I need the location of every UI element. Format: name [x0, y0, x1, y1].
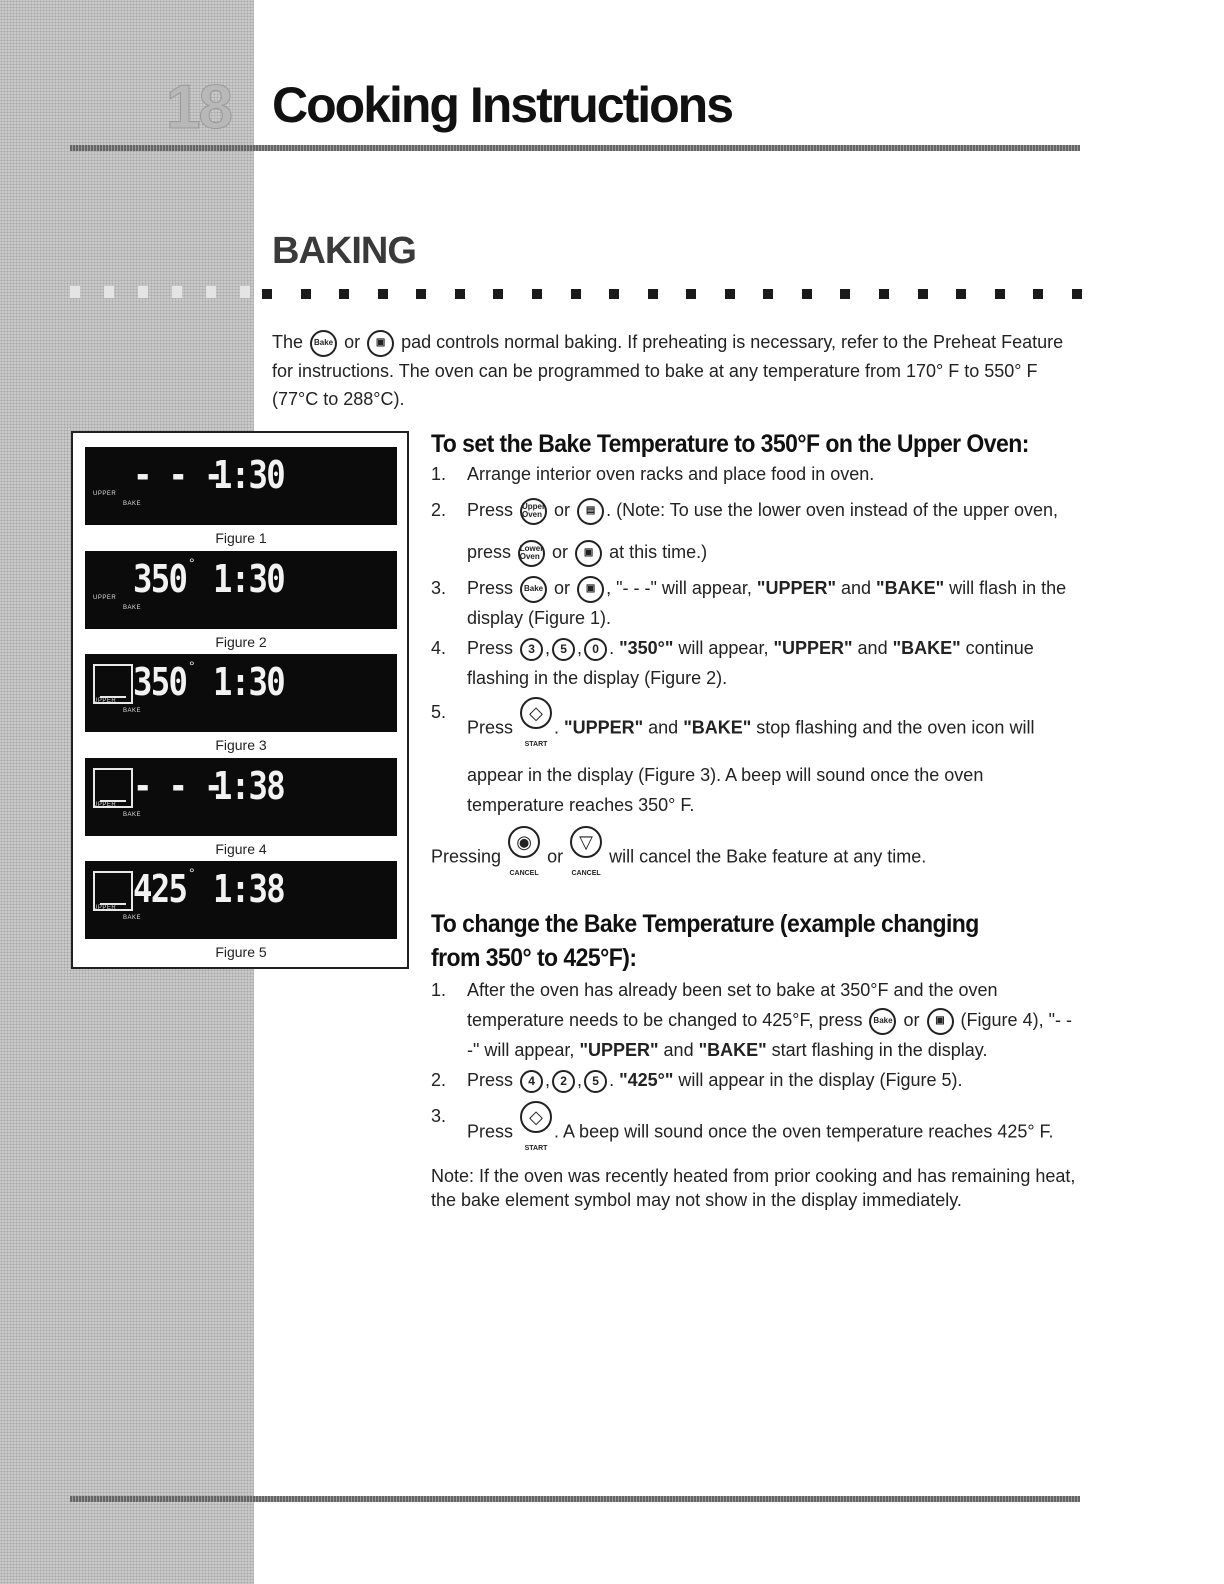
display-upper-label: UPPER [93, 801, 117, 808]
upper-oven-pad-icon: Upper Oven [520, 498, 547, 525]
upper-oven-symbol-icon: ▤ [577, 498, 604, 525]
display-bake-label: BAKE [123, 708, 142, 714]
display-figure [85, 758, 397, 857]
bake-pad-icon: Bake [869, 1008, 896, 1035]
display-temperature: 350 [133, 556, 187, 601]
list-item: 3. Press Bake or ▣ , "- - -" will appear, "UPPER" and "BAKE" will flash in the display (Figure 1). [431, 573, 1081, 633]
display-time: 1:30 [213, 660, 284, 704]
display-time: 1:38 [213, 867, 284, 911]
display-temperature: - - - [133, 763, 222, 808]
digit-4-pad-icon: 4 [520, 1070, 543, 1093]
oven-display [85, 551, 397, 629]
cancel-pad-icon: ◉ CANCEL [508, 826, 540, 889]
page-number: 18 [166, 73, 231, 142]
degree-mark: ° [189, 554, 195, 571]
top-rule [70, 145, 1080, 151]
display-temperature: - - - [133, 453, 222, 497]
figure-caption: Figure 5 [215, 944, 267, 960]
list-item: 3. Press ◇ START . A beep will sound once the oven temperature reaches 425° F. [431, 1101, 1081, 1164]
display-upper-label: UPPER [93, 491, 117, 497]
bake-symbol-pad-icon: ▣ [927, 1008, 954, 1035]
bake-symbol-pad-icon: ▣ [577, 576, 604, 603]
display-bake-label: BAKE [123, 604, 142, 611]
set-temp-heading: To set the Bake Temperature to 350°F on the Upper Oven: [431, 430, 1029, 458]
oven-display [85, 654, 397, 732]
digit-5-pad-icon: 5 [552, 638, 575, 661]
list-item: 2. Press 4 , 2 , 5 . "425°" will appear in the display (Figure 5). [431, 1065, 1081, 1095]
display-upper-label: UPPER [93, 594, 117, 601]
start-pad-icon: ◇ START [520, 697, 552, 760]
display-figure [85, 551, 397, 650]
bottom-rule [70, 1496, 1080, 1502]
list-item: 5. Press ◇ START . "UPPER" and "BAKE" stop flashing and the oven icon will appear in the display (Figure 3). A beep will sound once the oven temperature reaches 350° F. [431, 697, 1081, 820]
display-time: 1:30 [213, 453, 284, 497]
start-pad-icon: ◇ START [520, 1101, 552, 1164]
oven-display [85, 758, 397, 836]
figure-caption: Figure 4 [215, 840, 267, 857]
display-upper-label: UPPER [93, 698, 117, 704]
figure-caption: Figure 3 [215, 737, 267, 753]
degree-mark: ° [189, 658, 195, 674]
square-divider [262, 289, 1082, 301]
digit-3-pad-icon: 3 [520, 638, 543, 661]
page-title: Cooking Instructions [272, 77, 732, 133]
bake-pad-icon: Bake [520, 576, 547, 603]
display-upper-label: UPPER [93, 905, 117, 911]
display-figure [85, 861, 397, 960]
instructions [431, 430, 1081, 1212]
display-temperature: 425 [133, 867, 187, 911]
bake-pad-icon: Bake [310, 330, 337, 357]
display-bake-label: BAKE [123, 811, 142, 818]
display-figure [85, 447, 397, 546]
section-heading: BAKING [272, 230, 416, 272]
intro-paragraph: The Bake or ▣ pad controls normal baking. If preheating is necessary, refer to the Preheat Feature for instructions. The oven can be programmed to bake at any temperature from 170° F to 550° F (77°C to 288°C). [272, 328, 1080, 413]
lower-oven-pad-icon: Lower Oven [518, 540, 545, 567]
oven-display [85, 861, 397, 939]
list-item: 2. Press Upper Oven or ▤ . (Note: To use the lower oven instead of the upper oven, press Lower Oven or ▣ at this time.) [431, 489, 1081, 573]
display-time: 1:38 [213, 763, 284, 808]
figure-caption: Figure 2 [215, 633, 267, 650]
oven-display [85, 447, 397, 525]
bake-symbol-pad-icon: ▣ [367, 330, 394, 357]
digit-2-pad-icon: 2 [552, 1070, 575, 1093]
display-figure [85, 654, 397, 753]
digit-0-pad-icon: 0 [584, 638, 607, 661]
display-bake-label: BAKE [123, 501, 142, 507]
digit-5-pad-icon: 5 [584, 1070, 607, 1093]
list-item: 4. Press 3 , 5 , 0 . "350°" will appear, "UPPER" and "BAKE" continue flashing in the display (Figure 2). [431, 638, 1034, 688]
degree-mark: ° [189, 865, 195, 881]
display-figures-panel [71, 431, 409, 969]
display-time: 1:30 [213, 556, 284, 601]
sidebar-dots [70, 286, 250, 300]
display-bake-label: BAKE [123, 915, 142, 921]
figure-caption: Figure 1 [215, 530, 267, 546]
list-item: 1. After the oven has already been set to bake at 350°F and the oven temperature needs to be changed to 425°F, press Bake or ▣ (Figure 4), "- - -" will appear, "UPPER" and "BAKE" start flashing in the display. [431, 980, 1072, 1060]
cancel-lower-pad-icon: ▽ CANCEL [570, 826, 602, 889]
cancel-note: Pressing ◉ CANCEL or ▽ CANCEL will cancel the Bake feature at any time. [431, 826, 1081, 889]
note-paragraph: Note: If the oven was recently heated from prior cooking and has remaining heat, the bake element symbol may not show in the display immediately. [431, 1166, 1076, 1210]
change-temp-heading: To change the Bake Temperature (example changing from 350° to 425°F): [431, 910, 979, 972]
lower-oven-symbol-icon: ▣ [575, 540, 602, 567]
change-temp-steps [431, 975, 1081, 1164]
display-temperature: 350 [133, 660, 187, 704]
set-temp-steps [431, 459, 1081, 820]
list-item: 1. Arrange interior oven racks and place food in oven. [431, 464, 875, 484]
